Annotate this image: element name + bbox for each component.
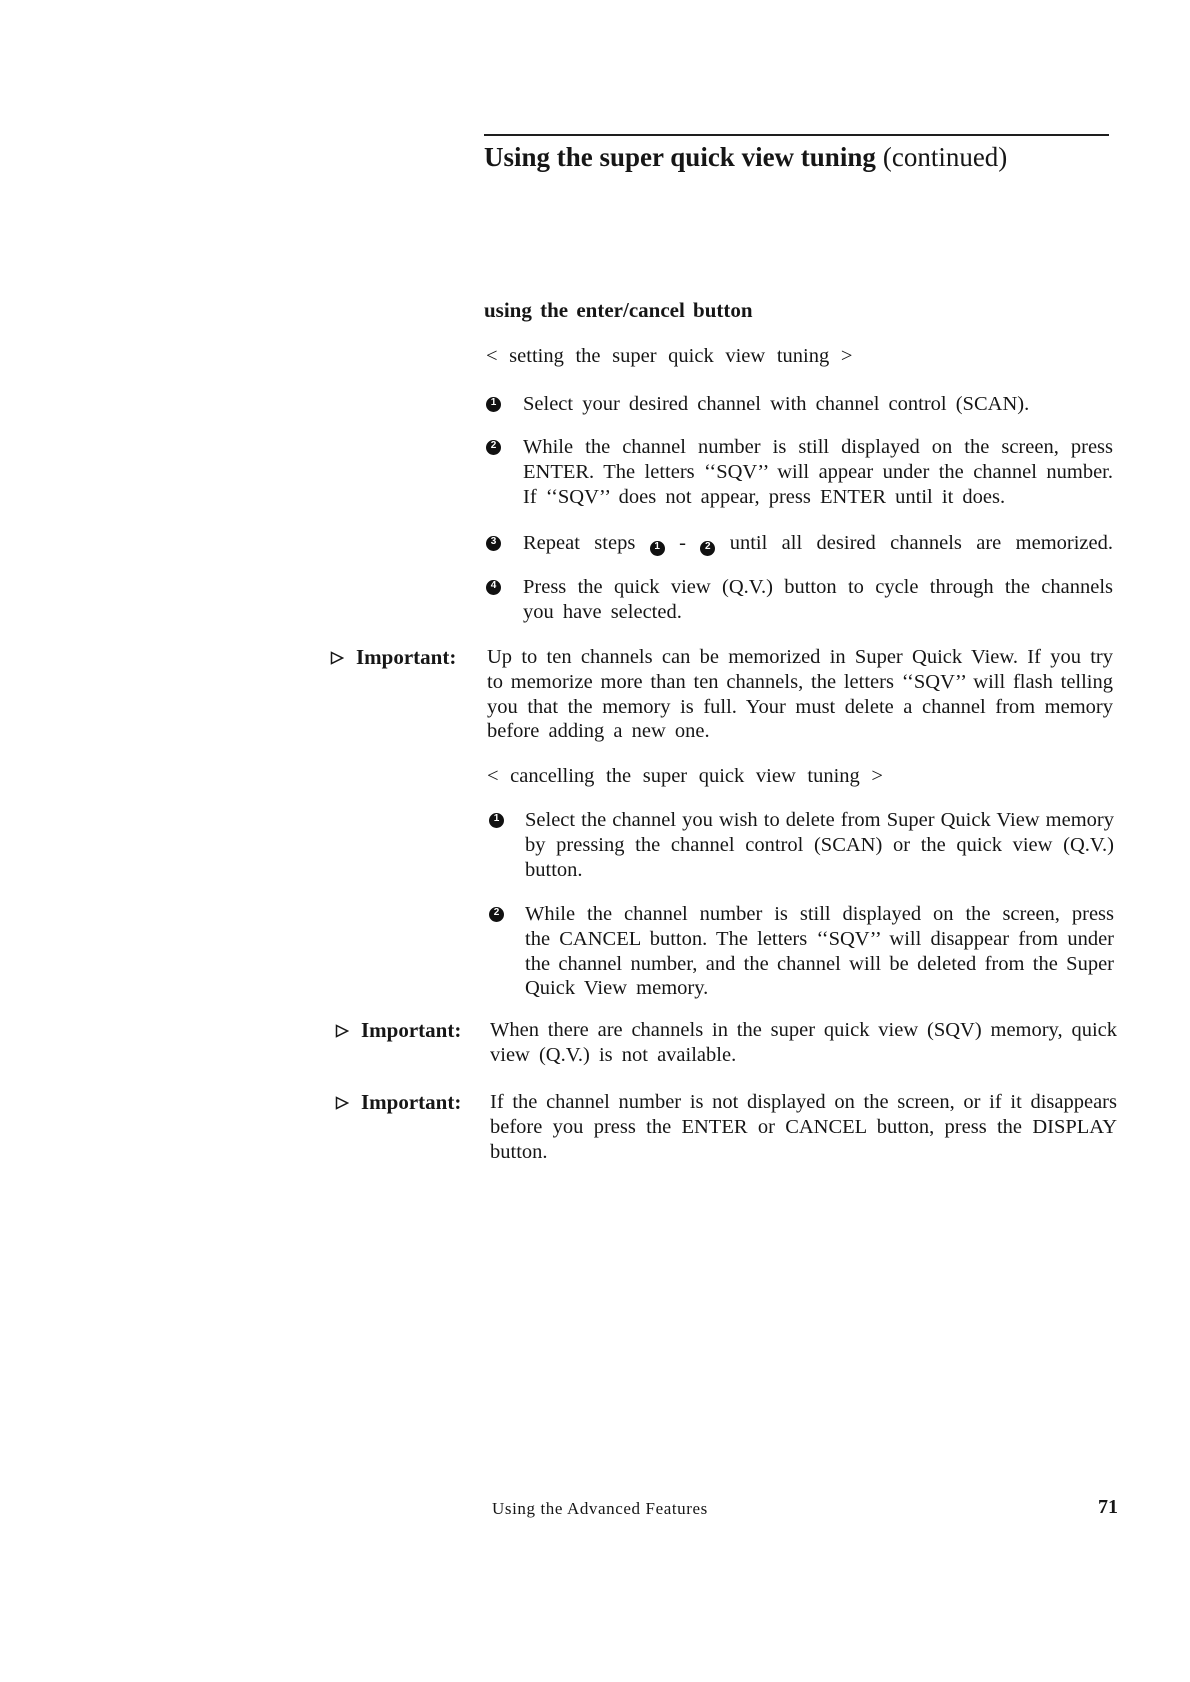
note-text-line: If the channel number is not displayed on the screen, or if it disappears — [490, 1091, 1117, 1113]
important-note-3 — [490, 1090, 1117, 1164]
step-number-badge: 3 — [486, 536, 501, 551]
note-text-line: you that the memory is full. Your must delete a channel from memory — [487, 695, 1113, 718]
important-label-text: Important: — [361, 1018, 462, 1042]
note-text-line: before you press the ENTER or CANCEL button, press the DISPLAY — [490, 1115, 1117, 1138]
step-text-line: button. — [525, 858, 583, 881]
triangle-right-icon — [335, 1096, 349, 1110]
step-text-line: Quick View memory. — [525, 977, 709, 1000]
step-text-line: the CANCEL button. The letters ‘‘SQV’’ will disappear from under — [525, 927, 1114, 950]
header-rule — [484, 134, 1109, 136]
triangle-right-icon — [330, 651, 344, 665]
step-text-line: If ‘‘SQV’’ does not appear, press ENTER until it does. — [523, 485, 1006, 508]
step-number-badge: 2 — [489, 907, 504, 922]
page-title — [484, 141, 1007, 173]
note-text-line: Up to ten channels can be memorized in Super Quick View. If you try — [487, 646, 1113, 668]
note-text-line: button. — [490, 1140, 548, 1163]
important-note-1 — [487, 645, 1113, 744]
cancelling-step-1 — [525, 808, 1114, 882]
step-text-line: While the channel number is still displayed on the screen, press — [523, 436, 1113, 458]
important-label — [335, 1090, 461, 1115]
step-text-line: ENTER. The letters ‘‘SQV’’ will appear under the channel number. — [523, 460, 1113, 483]
setting-step-3 — [523, 531, 1113, 556]
step-text-line: by pressing the channel control (SCAN) or the quick view (Q.V.) — [525, 833, 1114, 856]
step-number-badge: 2 — [486, 440, 501, 455]
important-label-text: Important: — [361, 1090, 462, 1114]
step-range-separator: - — [679, 532, 686, 554]
important-label — [330, 645, 456, 670]
note-text-line: before adding a new one. — [487, 720, 710, 743]
step-reference-badge: 1 — [650, 541, 665, 556]
page-title-suffix: (continued) — [882, 142, 1008, 172]
page-title-main: Using the super quick view tuning — [484, 142, 876, 172]
important-label-text: Important: — [356, 645, 457, 669]
step-text-line — [523, 531, 1113, 556]
step-number-badge: 1 — [489, 813, 504, 828]
step-text-line: you have selected. — [523, 600, 682, 623]
note-text-line: to memorize more than ten channels, the letters ‘‘SQV’’ will flash telling — [487, 670, 1113, 693]
page-number: 71 — [1098, 1496, 1118, 1518]
step-text-line: Press the quick view (Q.V.) button to cycle through the channels — [523, 576, 1113, 598]
step-number-badge: 4 — [486, 580, 501, 595]
setting-step-2 — [523, 435, 1113, 509]
setting-heading: < setting the super quick view tuning > — [486, 345, 853, 367]
footer-section-title: Using the Advanced Features — [492, 1499, 708, 1518]
step-text-line: Select the channel you wish to delete from Super Quick View memory — [525, 809, 1114, 831]
step-text-line: the channel number, and the channel will be deleted from the Super — [525, 952, 1114, 975]
step-text-after: until all desired channels are memorized. — [729, 532, 1114, 554]
step-text-line: While the channel number is still displayed on the screen, press — [525, 903, 1114, 925]
step-text-line: Select your desired channel with channel control (SCAN). — [523, 393, 1030, 415]
step-number-badge: 1 — [486, 397, 501, 412]
step-reference-badge: 2 — [700, 541, 715, 556]
important-label — [335, 1018, 461, 1043]
section-heading: using the enter/cancel button — [484, 298, 753, 322]
setting-step-4 — [523, 575, 1113, 625]
important-note-2 — [490, 1018, 1117, 1068]
triangle-right-icon — [335, 1024, 349, 1038]
note-text-line: view (Q.V.) is not available. — [490, 1043, 737, 1066]
cancelling-heading: < cancelling the super quick view tuning > — [487, 765, 883, 787]
step-text-before: Repeat steps — [523, 532, 636, 554]
setting-step-1 — [523, 392, 1113, 417]
note-text-line: When there are channels in the super quick view (SQV) memory, quick — [490, 1019, 1117, 1041]
cancelling-step-2 — [525, 902, 1114, 1001]
